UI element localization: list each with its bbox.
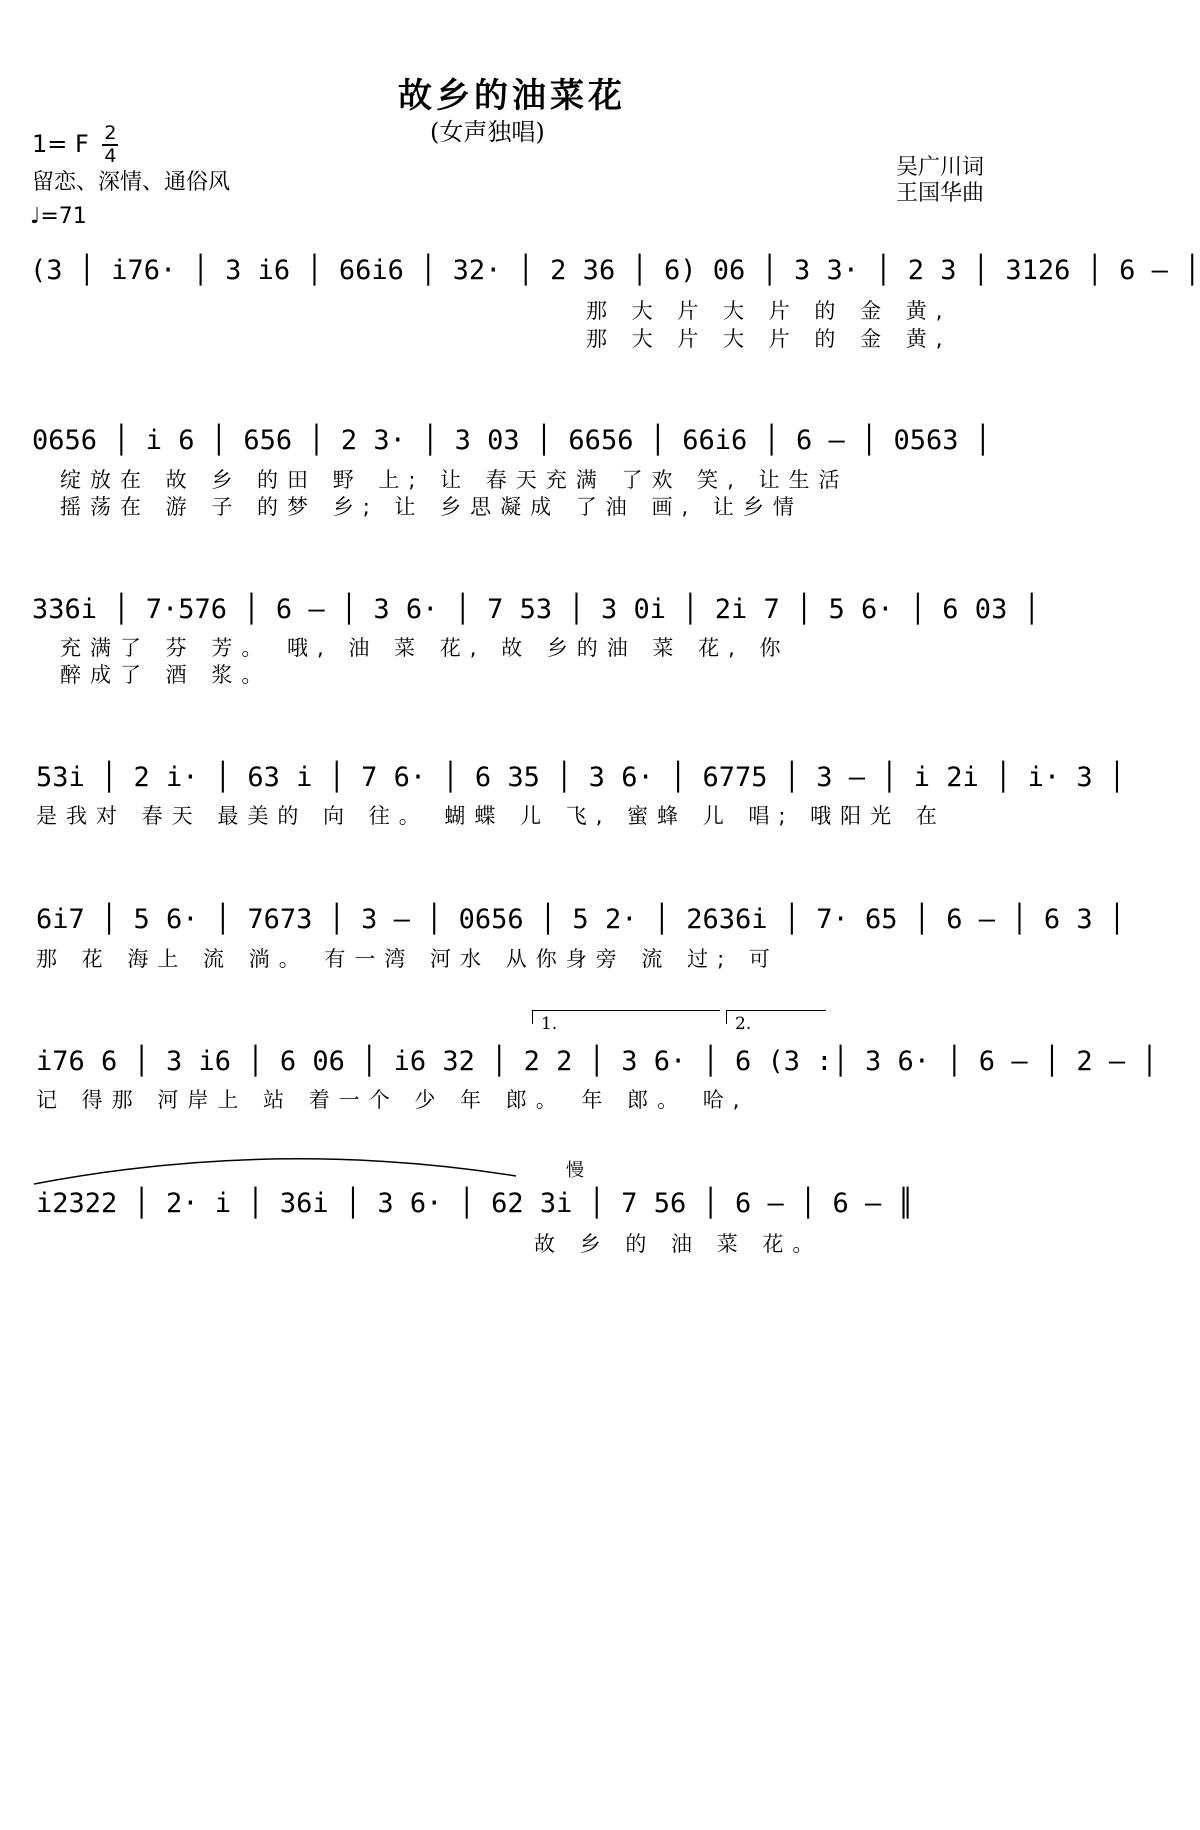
- page-subtitle: (女声独唱): [430, 118, 545, 146]
- time-bottom: 4: [104, 145, 117, 167]
- slow-marking: 慢: [566, 1160, 584, 1181]
- lyric-line-2a: 绽放在 故 乡 的田 野 上; 让 春天充满 了欢 笑, 让生活: [60, 468, 849, 492]
- lyric-line-3b: 醉成了 酒 浆。: [60, 663, 272, 687]
- lyric-line-1a: 那 大 片 大 片 的 金 黄,: [586, 299, 952, 323]
- lyric-line-2b: 摇荡在 游 子 的梦 乡; 让 乡思凝成 了油 画, 让乡情: [60, 495, 803, 519]
- volta-bracket-1: 1.: [532, 1010, 720, 1024]
- page-title: 故乡的油菜花: [398, 76, 626, 116]
- lyric-line-6: 记 得那 河岸上 站 着一个 少 年 郎。 年 郎。 哈,: [36, 1088, 749, 1112]
- long-slur: [30, 1148, 520, 1188]
- lyric-line-5: 那 花 海上 流 淌。 有一湾 河水 从你身旁 流 过; 可: [36, 947, 779, 971]
- key-signature: [32, 124, 118, 166]
- time-signature: [102, 124, 118, 166]
- notation-line-1: (3 │ i76· │ 3 i6 │ 66i6 │ 32· │ 2 36 │ 6) 06 │ 3 3· │ 2 3 │ 3126 │ 6 — │: [30, 255, 1200, 286]
- key-label: 1= F: [32, 130, 89, 158]
- slur-curve: [34, 1159, 516, 1184]
- notation-line-7: i2322 │ 2· i │ 36i │ 3 6· │ 62 3i │ 7 56 │ 6 — │ 6 — ║: [36, 1188, 914, 1219]
- notation-line-2: 0656 │ i 6 │ 656 │ 2 3· │ 3 03 │ 6656 │ 66i6 │ 6 — │ 0563 │: [32, 425, 992, 456]
- notation-line-5: 6i7 │ 5 6· │ 7673 │ 3 — │ 0656 │ 5 2· │ 2636i │ 7· 65 │ 6 — │ 6 3 │: [36, 904, 1126, 935]
- notation-line-3: 336i │ 7·576 │ 6 — │ 3 6· │ 7 53 │ 3 0i │ 2i 7 │ 5 6· │ 6 03 │: [32, 594, 1040, 625]
- lyric-line-4: 是我对 春天 最美的 向 往。 蝴蝶 儿 飞, 蜜蜂 儿 唱; 哦阳光 在: [36, 804, 946, 828]
- time-top: 2: [104, 122, 117, 144]
- volta-bracket-2: 2.: [726, 1010, 826, 1024]
- notation-line-4: 53i │ 2 i· │ 63 i │ 7 6· │ 6 35 │ 3 6· │ 6775 │ 3 — │ i 2i │ i· 3 │: [36, 762, 1126, 793]
- style-marking: 留恋、深情、通俗风: [32, 170, 231, 195]
- lyricist: 吴广川词: [896, 155, 985, 180]
- composer: 王国华曲: [896, 181, 985, 206]
- tempo-marking: ♩=71: [30, 204, 87, 229]
- lyric-line-1b: 那 大 片 大 片 的 金 黄,: [586, 327, 952, 351]
- lyric-line-7: 故 乡 的 油 菜 花。: [534, 1232, 823, 1256]
- lyric-line-3a: 充满了 芬 芳。 哦, 油 菜 花, 故 乡的油 菜 花, 你: [60, 636, 790, 660]
- notation-line-6: i76 6 │ 3 i6 │ 6 06 │ i6 32 │ 2 2 │ 3 6· │ 6 (3 :│ 3 6· │ 6 — │ 2 — │: [36, 1046, 1158, 1077]
